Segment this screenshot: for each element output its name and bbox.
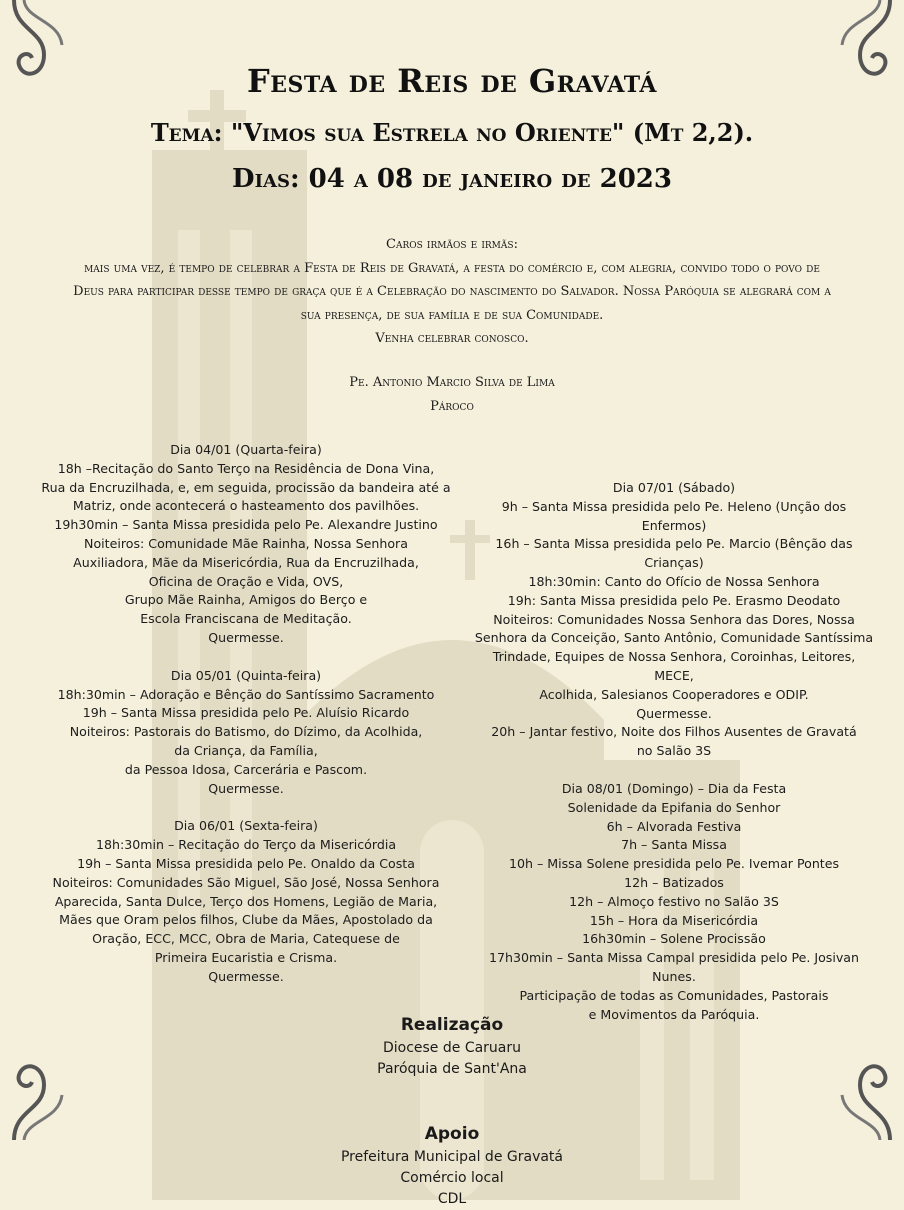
schedule-gap (40, 648, 452, 667)
schedule-line: no Salão 3S (636, 743, 712, 759)
schedule-line: 16h30min – Solene Procissão (582, 931, 766, 947)
apoio-section (0, 1121, 904, 1210)
schedule-line: 20h – Jantar festivo, Noite dos Filhos Ausentes de Gravatá (491, 724, 857, 740)
schedule-line: Crianças) (644, 555, 704, 571)
schedule-line: Mães que Oram pelos filhos, Clube da Mães, Apostolado da (59, 912, 433, 928)
schedule-gap (468, 761, 880, 780)
schedule-line: Noiteiros: Comunidades Nossa Senhora das Dores, Nossa (493, 611, 855, 627)
intro-greeting: Caros irmãos e irmãs: (386, 237, 518, 252)
apoio-item: Prefeitura Municipal de Gravatá (340, 1149, 563, 1165)
schedule-line: 17h30min – Santa Missa Campal presidida pelo Pe. Josivan (488, 950, 860, 966)
schedule-line: Auxiliadora, Mãe da Misericórdia, Rua da Encruzilhada, (73, 554, 419, 570)
schedule-line: Noiteiros: Pastorais do Batismo, do Dízimo, da Acolhida, (69, 724, 423, 740)
schedule-line: Escola Franciscana de Meditação. (140, 611, 352, 627)
schedule-line: Solenidade da Epifania do Senhor (567, 799, 781, 815)
schedule-line: Quermesse. (208, 629, 284, 645)
schedule-line: Matriz, onde acontecerá o hasteamento dos pavilhões. (72, 498, 420, 514)
schedule-line: 6h – Alvorada Festiva (606, 818, 742, 834)
schedule-line: Dia 07/01 (Sábado) (612, 480, 736, 495)
schedule-line: 19h: Santa Missa presidida pelo Pe. Erasmo Deodato (507, 592, 841, 608)
schedule-line: 19h – Santa Missa presidida pelo Pe. Aluísio Ricardo (82, 705, 410, 721)
signature-role: Pároco (430, 399, 474, 414)
realizacao-item: Diocese de Caruaru (382, 1040, 522, 1056)
apoio-item: Comércio local (400, 1170, 504, 1186)
schedule-line: 16h – Santa Missa presidida pelo Pe. Marcio (Bênção das (495, 536, 853, 552)
intro-closing: Venha celebrar conosco. (375, 331, 529, 346)
schedule-line: Trindade, Equipes de Nossa Senhora, Coroinhas, Leitores, (492, 649, 856, 665)
schedule-line: Noiteiros: Comunidades São Miguel, São José, Nossa Senhora (52, 874, 440, 890)
schedule-line: Aparecida, Santa Dulce, Terço dos Homens, Legião de Maria, (54, 893, 438, 909)
schedule-line: Quermesse. (636, 705, 712, 721)
schedule-line: Participação de todas as Comunidades, Pastorais (519, 987, 829, 1003)
schedule-line: Dia 05/01 (Quinta-feira) (170, 667, 322, 683)
schedule-line: 12h – Almoço festivo no Salão 3S (569, 893, 779, 909)
schedule-line: 18h:30min – Recitação do Terço da Misericórdia (95, 837, 397, 853)
page-title: Festa de Reis de Gravatá (247, 62, 657, 100)
schedule-line: Senhora da Conceição, Santo Antônio, Comunidade Santíssima (474, 630, 874, 646)
schedule-line: 19h – Santa Missa presidida pelo Pe. Onaldo da Costa (77, 855, 415, 871)
schedule-line: 18h:30min – Adoração e Bênção do Santíssimo Sacramento (57, 686, 435, 702)
schedule-line: 18h –Recitação do Santo Terço na Residência de Dona Vina, (57, 460, 435, 476)
schedule-line: da Criança, da Família, (174, 742, 318, 758)
intro-message (70, 233, 834, 351)
intro-body: mais uma vez, é tempo de celebrar a Festa de Reis de Gravatá, a festa do comércio e, com alegria, convido todo o povo de Deus para participar desse tempo de graça que é a Celebração do nascimento do Salvador. Nossa Paróquia se alegrará com a sua presença, de sua família e de sua Comunidade. (73, 260, 831, 323)
schedule-line: Quermesse. (208, 780, 284, 796)
schedule-gap (40, 798, 452, 817)
apoio-heading: Apoio (424, 1124, 480, 1144)
schedule-line: 10h – Missa Solene presidida pelo Pe. Ivemar Pontes (508, 856, 840, 872)
schedule-line: 18h:30min: Canto do Ofício de Nossa Senhora (528, 573, 820, 589)
theme-subtitle: Tema: "Vimos sua Estrela no Oriente" (Mt 2,2). (150, 118, 754, 147)
schedule-line: Grupo Mãe Rainha, Amigos do Berço e (124, 592, 368, 608)
schedule-line: 12h – Batizados (624, 874, 724, 890)
schedule-line: e Movimentos da Paróquia. (588, 1006, 760, 1022)
schedule-right-column (468, 479, 880, 1024)
schedule-line: Noiteiros: Comunidade Mãe Rainha, Nossa Senhora (84, 535, 408, 551)
schedule-line: Primeira Eucaristia e Crisma. (154, 949, 338, 965)
schedule-line: 7h – Santa Missa (621, 837, 727, 853)
schedule-line: Dia 04/01 (Quarta-feira) (170, 442, 322, 457)
schedule-line: da Pessoa Idosa, Carcerária e Pascom. (124, 761, 368, 777)
schedule-line: Oração, ECC, MCC, Obra de Maria, Catequese de (92, 931, 400, 947)
schedule-line: 19h30min – Santa Missa presidida pelo Pe. Alexandre Justino (54, 517, 438, 533)
schedule-line: Acolhida, Salesianos Cooperadores e ODIP. (539, 686, 809, 702)
schedule-left-column (40, 441, 452, 987)
signature-block (0, 371, 904, 419)
realizacao-section (0, 1012, 904, 1080)
apoio-item: CDL (437, 1191, 467, 1207)
schedule-line: Oficina de Oração e Vida, OVS, (148, 573, 344, 589)
signature-name: Pe. Antonio Marcio Silva de Lima (349, 375, 555, 390)
schedule-line: MECE, (654, 667, 694, 683)
realizacao-item: Paróquia de Sant'Ana (377, 1061, 527, 1077)
schedule-line: Rua da Encruzilhada, e, em seguida, procissão da bandeira até a (41, 479, 451, 495)
schedule-line: Nunes. (652, 968, 696, 984)
realizacao-heading: Realização (400, 1015, 504, 1035)
dates-subtitle: Dias: 04 a 08 de janeiro de 2023 (232, 164, 672, 194)
schedule-line: 9h – Santa Missa presidida pelo Pe. Heleno (Unção dos (501, 498, 847, 514)
schedule-line: Dia 08/01 (Domingo) – Dia da Festa (561, 780, 787, 796)
schedule-line: Dia 06/01 (Sexta-feira) (174, 818, 318, 834)
schedule-line: Enfermos) (641, 517, 707, 533)
schedule-line: Quermesse. (208, 968, 284, 984)
schedule-line: 15h – Hora da Misericórdia (589, 912, 759, 928)
